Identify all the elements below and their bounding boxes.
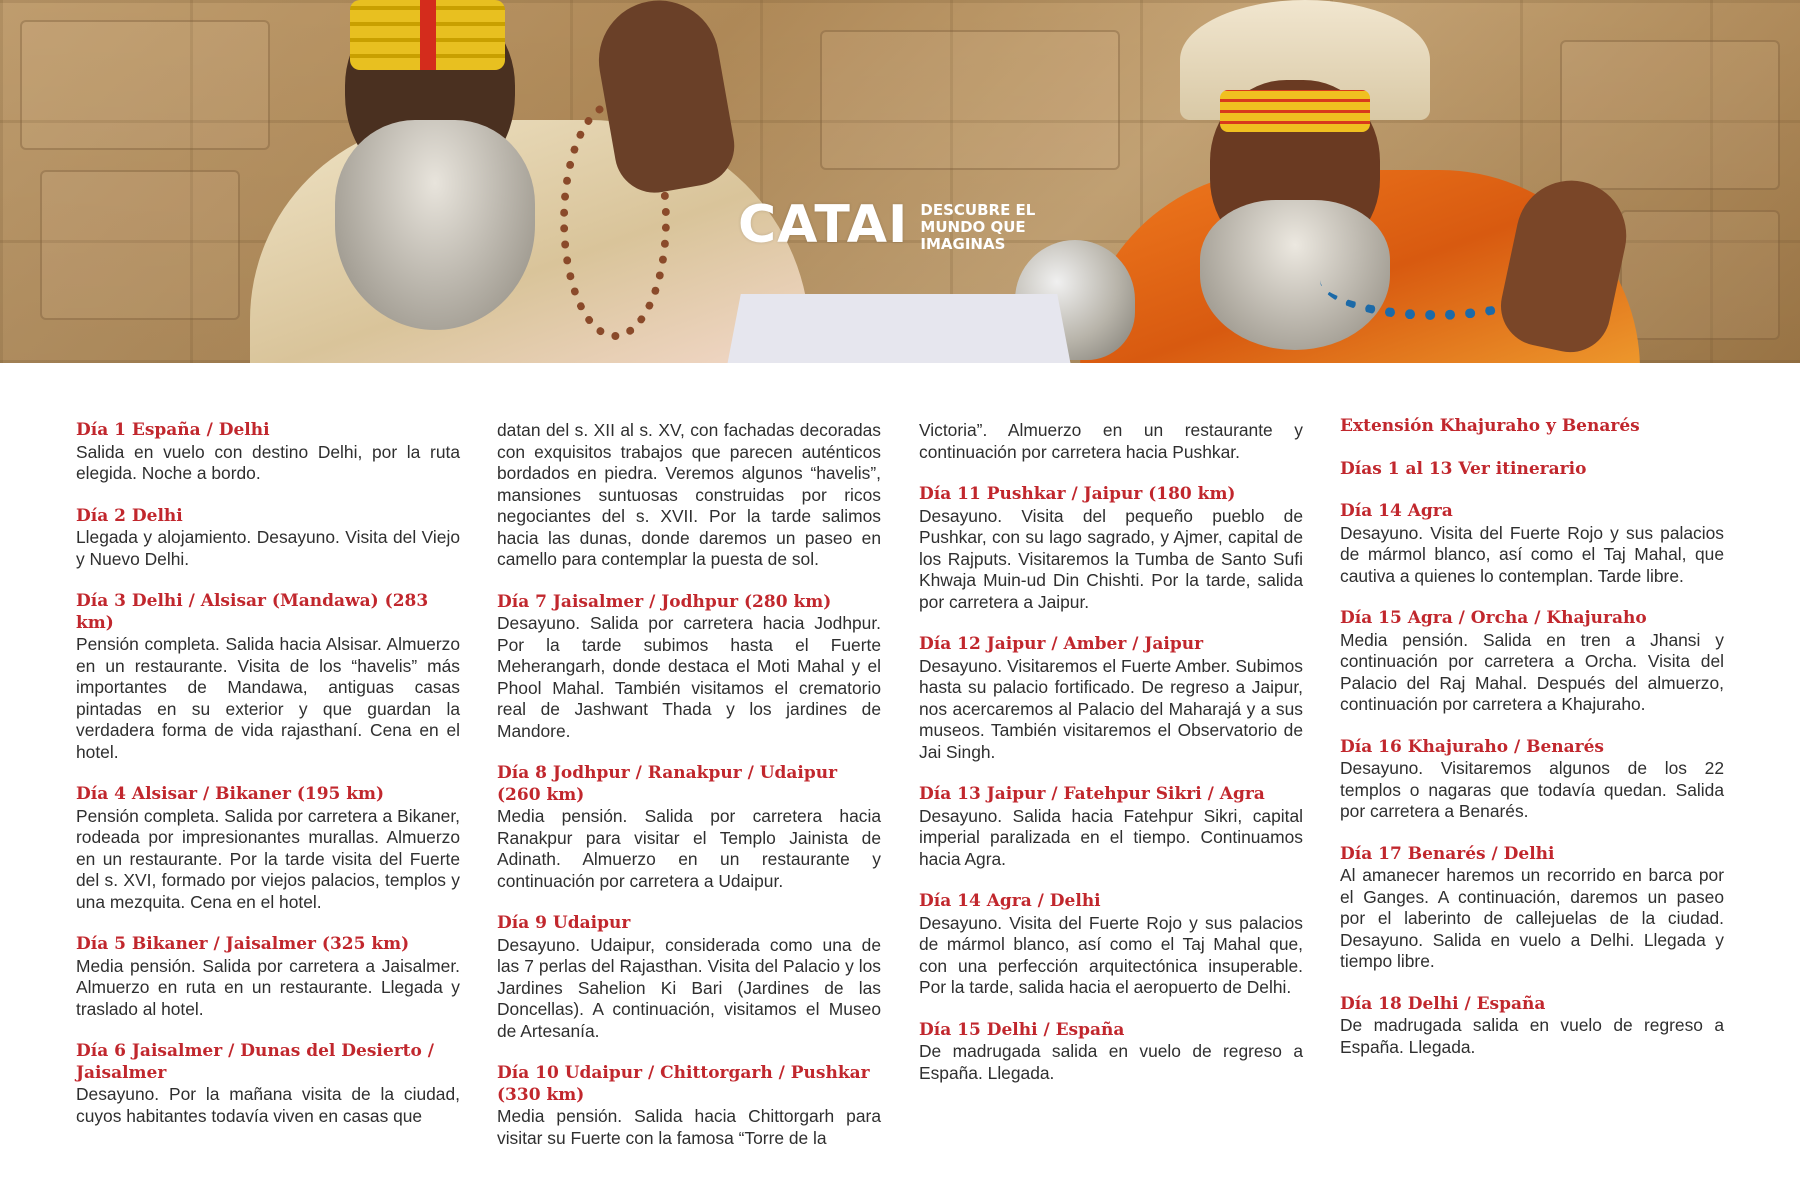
banner-tab	[727, 294, 1071, 363]
column-1	[76, 420, 460, 1148]
continued-text	[919, 420, 1303, 463]
left-sadhu-tilak	[420, 0, 436, 70]
stone-block	[820, 30, 1120, 170]
day-description: Desayuno. Por la mañana visita de la ciudad, cuyos habitantes todavía viven en casas que	[76, 1084, 460, 1126]
itinerary-day	[76, 506, 460, 571]
logo-wordmark: CATAI	[738, 196, 909, 250]
itinerary-day	[76, 784, 460, 913]
itinerary-day	[76, 934, 460, 1020]
column-3	[919, 420, 1303, 1105]
itinerary-day	[919, 891, 1303, 999]
day-title: Día 2 Delhi	[76, 505, 183, 526]
day-description: Desayuno. Visita del Fuerte Rojo y sus palacios de mármol blanco, así como el Taj Mahal que, con una perfección arquitectónica insuperable. Por la tarde, salida hacia el aeropuerto de Delhi.	[919, 912, 1303, 997]
day-title: Día 18 Delhi / España	[1340, 993, 1546, 1014]
day-title: Día 1 España / Delhi	[76, 420, 270, 440]
day-title: Día 12 Jaipur / Amber / Jaipur	[919, 634, 1204, 654]
day-description: Pensión completa. Salida hacia Alsisar. Almuerzo en un restaurante. Visita de los “havelis” más importantes de Mandawa, antiguas casas pintadas en su exterior y que guardan la verdadera forma de vida rajasthaní. Cena en el hotel.	[76, 634, 460, 762]
itinerary-day	[919, 484, 1303, 613]
day-title: Día 6 Jaisalmer / Dunas del Desierto / Jaisalmer	[76, 1041, 434, 1083]
day-description: De madrugada salida en vuelo de regreso a España. Llegada.	[919, 1041, 1303, 1083]
day-description: Victoria”. Almuerzo en un restaurante y continuación por carretera hacia Pushkar.	[919, 420, 1303, 462]
day-description: Desayuno. Salida por carretera hacia Jodhpur. Por la tarde subimos hasta el Fuerte Meherangarh, donde destaca el Moti Mahal y el Phool Mahal. También visitamos el crematorio real de Jashwant Thada y los jardines de Mandore.	[497, 613, 881, 741]
itinerary-day	[76, 420, 460, 485]
stone-block	[40, 170, 240, 320]
day-title: Día 4 Alsisar / Bikaner (195 km)	[76, 784, 385, 804]
itinerary-day	[1340, 844, 1724, 973]
itinerary-day	[497, 592, 881, 743]
itinerary-day	[76, 1041, 460, 1127]
day-description: Media pensión. Salida hacia Chittorgarh para visitar su Fuerte con la famosa “Torre de la	[497, 1106, 881, 1148]
day-title: Día 16 Khajuraho / Benarés	[1340, 736, 1604, 757]
day-title: Día 3 Delhi / Alsisar (Mandawa) (283 km)	[76, 591, 429, 633]
itinerary-day	[1340, 608, 1724, 716]
itinerary-day	[919, 634, 1303, 763]
catai-logo	[738, 196, 1042, 250]
day-title: Día 10 Udaipur / Chittorgarh / Pushkar (330 km)	[497, 1063, 870, 1105]
itinerary-day	[919, 784, 1303, 870]
day-description: Desayuno. Visitaremos el Fuerte Amber. Subimos hasta su palacio fortificado. De regreso a Jaipur, nos acercaremos al Palacio del Maharajá y a sus museos. También visitaremos el Observatorio de Jai Singh.	[919, 655, 1303, 762]
day-title: Día 15 Delhi / España	[919, 1019, 1125, 1040]
itinerary-day	[497, 763, 881, 892]
continued-text	[497, 420, 881, 571]
itinerary-reference: Días 1 al 13 Ver itinerario	[1340, 458, 1587, 479]
stone-block	[1560, 40, 1780, 190]
left-sadhu-beard	[335, 120, 535, 330]
day-description: Pensión completa. Salida por carretera a Bikaner, rodeada por impresionantes murallas. Almuerzo en un restaurante. Por la tarde visita del Fuerte del s. XVI, formado por viejos palacios, templos y una mezquita. Cena en el hotel.	[76, 805, 460, 912]
itinerary-day	[919, 1020, 1303, 1085]
itinerary-day	[1340, 501, 1724, 587]
day-description: Llegada y alojamiento. Desayuno. Visita del Viejo y Nuevo Delhi.	[76, 527, 460, 569]
day-description: Desayuno. Visita del Fuerte Rojo y sus palacios de mármol blanco, así como el Taj Mahal, que cautiva a quienes lo contemplan. Tarde libre.	[1340, 522, 1724, 586]
itinerary-day	[497, 913, 881, 1042]
day-title: Día 15 Agra / Orcha / Khajuraho	[1340, 608, 1647, 628]
day-title: Día 9 Udaipur	[497, 913, 631, 933]
hero-photo	[0, 0, 1800, 363]
day-title: Día 13 Jaipur / Fatehpur Sikri / Agra	[919, 784, 1265, 804]
day-description: Desayuno. Salida hacia Fatehpur Sikri, capital imperial paralizada en el tiempo. Continuamos hacia Agra.	[919, 805, 1303, 869]
column-4	[1340, 416, 1724, 1079]
day-title: Día 14 Agra / Delhi	[919, 891, 1101, 911]
day-description: Media pensión. Salida por carretera a Jaisalmer. Almuerzo en ruta en un restaurante. Llegada y traslado al hotel.	[76, 955, 460, 1019]
day-title: Día 14 Agra	[1340, 501, 1453, 521]
day-description: De madrugada salida en vuelo de regreso a España. Llegada.	[1340, 1015, 1724, 1057]
itinerary-columns	[76, 416, 1724, 1148]
logo-tagline: DESCUBRE EL MUNDO QUE IMAGINAS	[920, 201, 1036, 250]
stone-block	[1620, 210, 1780, 340]
day-description: Desayuno. Udaipur, considerada como una de las 7 perlas del Rajasthan. Visita del Palacio y los Jardines Sahelion Ki Bari (Jardines de las Doncellas). A continuación, visitamos el Museo de Artesanía.	[497, 934, 881, 1041]
day-description: Desayuno. Visitaremos algunos de los 22 templos o nagaras que todavía quedan. Salida por carretera a Benarés.	[1340, 758, 1724, 821]
extension-heading: Extensión Khajuraho y Benarés	[1340, 416, 1640, 436]
day-title: Día 7 Jaisalmer / Jodhpur (280 km)	[497, 591, 832, 612]
day-title: Día 8 Jodhpur / Ranakpur / Udaipur (260 km)	[497, 763, 838, 805]
day-description: Al amanecer haremos un recorrido en barca por el Ganges. A continuación, daremos un paseo por el laberinto de callejuelas de la ciudad. Desayuno. Salida en vuelo a Delhi. Llegada y tiempo libre.	[1340, 865, 1724, 971]
itinerary-day	[1340, 737, 1724, 823]
day-description: Media pensión. Salida por carretera hacia Ranakpur para visitar el Templo Jainista de Adinath. Almuerzo en un restaurante y continuación por carretera a Udaipur.	[497, 806, 881, 891]
day-description: Media pensión. Salida en tren a Jhansi y continuación por carretera a Orcha. Visita del Palacio del Raj Mahal. Después del almuerzo, continuación por carretera a Khajuraho.	[1340, 629, 1724, 714]
day-description: Desayuno. Visita del pequeño pueblo de Pushkar, con su lago sagrado, y Ajmer, capital de los Rajputs. Visitaremos la Tumba de Santo Sufi Khwaja Muin-ud Din Chishti. Por la tarde, salida por carretera a Jaipur.	[919, 505, 1303, 612]
column-2	[497, 420, 881, 1170]
stone-block	[20, 20, 270, 150]
day-title: Día 5 Bikaner / Jaisalmer (325 km)	[76, 934, 410, 954]
day-description: datan del s. XII al s. XV, con fachadas decoradas con exquisitos trabajos que parecen auténticos bordados en piedra. Veremos algunos “havelis”, mansiones suntuosas construidas por ricos negociantes del s. XVII. Por la tarde salimos hacia las dunas, donde daremos un paseo en camello para contemplar la puesta de sol.	[497, 420, 881, 569]
itinerary-day	[76, 591, 460, 763]
itinerary-day	[497, 1063, 881, 1149]
itinerary-day	[1340, 994, 1724, 1059]
day-title: Día 11 Pushkar / Jaipur (180 km)	[919, 484, 1236, 504]
right-sadhu-face-paint	[1220, 90, 1370, 132]
day-description: Salida en vuelo con destino Delhi, por la ruta elegida. Noche a bordo.	[76, 441, 460, 483]
day-title: Día 17 Benarés / Delhi	[1340, 843, 1555, 864]
